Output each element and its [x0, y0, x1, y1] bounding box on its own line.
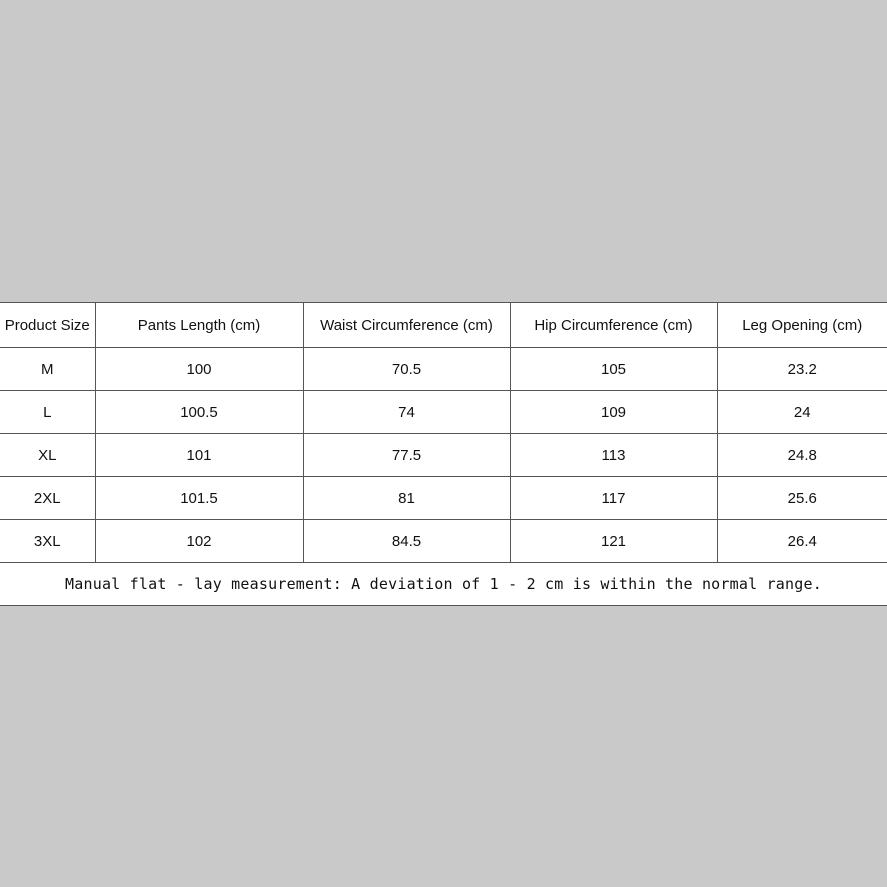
column-header-product-size: Product Size	[0, 303, 95, 348]
cell-size: 3XL	[0, 520, 95, 563]
table-row	[0, 391, 887, 434]
cell-size: L	[0, 391, 95, 434]
cell-pants-length: 101.5	[95, 477, 303, 520]
column-header-pants-length: Pants Length (cm)	[95, 303, 303, 348]
cell-hip-circumference: 109	[510, 391, 717, 434]
cell-waist-circumference: 84.5	[303, 520, 510, 563]
size-table-head	[0, 303, 887, 348]
cell-size: 2XL	[0, 477, 95, 520]
cell-pants-length: 100	[95, 348, 303, 391]
cell-waist-circumference: 70.5	[303, 348, 510, 391]
size-chart	[0, 302, 887, 606]
size-table-body	[0, 348, 887, 606]
cell-leg-opening: 25.6	[717, 477, 887, 520]
table-header-row	[0, 303, 887, 348]
cell-pants-length: 102	[95, 520, 303, 563]
table-row	[0, 434, 887, 477]
column-header-hip-circumference: Hip Circumference (cm)	[510, 303, 717, 348]
cell-size: XL	[0, 434, 95, 477]
column-header-waist-circumference: Waist Circumference (cm)	[303, 303, 510, 348]
measurement-note: Manual flat - lay measurement: A deviation of 1 - 2 cm is within the normal range.	[0, 563, 887, 606]
table-row	[0, 348, 887, 391]
cell-size: M	[0, 348, 95, 391]
cell-leg-opening: 24.8	[717, 434, 887, 477]
table-row	[0, 520, 887, 563]
column-header-leg-opening: Leg Opening (cm)	[717, 303, 887, 348]
cell-waist-circumference: 74	[303, 391, 510, 434]
cell-hip-circumference: 113	[510, 434, 717, 477]
cell-waist-circumference: 77.5	[303, 434, 510, 477]
cell-waist-circumference: 81	[303, 477, 510, 520]
cell-leg-opening: 26.4	[717, 520, 887, 563]
cell-leg-opening: 23.2	[717, 348, 887, 391]
cell-leg-opening: 24	[717, 391, 887, 434]
cell-hip-circumference: 117	[510, 477, 717, 520]
cell-pants-length: 101	[95, 434, 303, 477]
table-row	[0, 477, 887, 520]
cell-pants-length: 100.5	[95, 391, 303, 434]
cell-hip-circumference: 105	[510, 348, 717, 391]
size-table	[0, 302, 887, 606]
measurement-note-row	[0, 563, 887, 606]
cell-hip-circumference: 121	[510, 520, 717, 563]
